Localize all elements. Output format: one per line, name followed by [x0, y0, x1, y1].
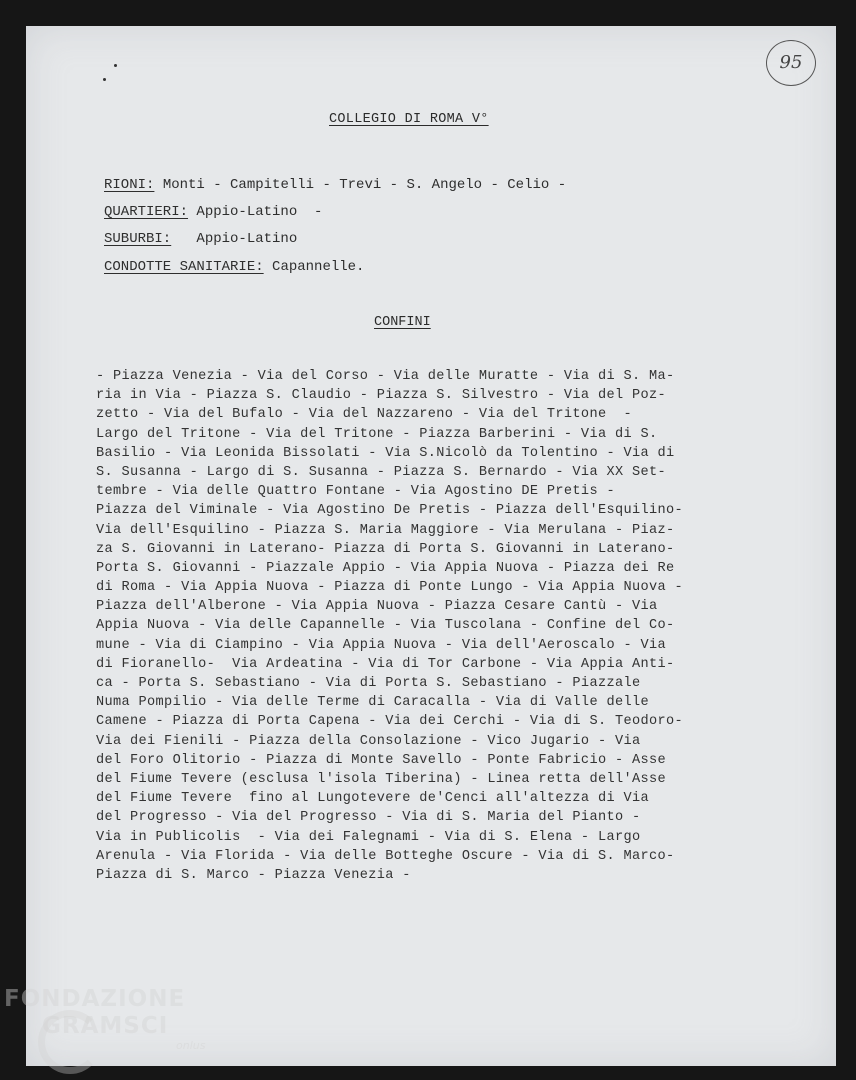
- watermark-line-2: GRAMSCI: [42, 1013, 169, 1039]
- rioni-label: RIONI:: [104, 177, 155, 193]
- quartieri-row: [104, 204, 322, 220]
- confini-line: Basilio - Via Leonida Bissolati - Via S.Nicolò da Tolentino - Via di: [96, 445, 675, 461]
- document-title: COLLEGIO DI ROMA V°: [329, 112, 489, 127]
- confini-line: del Progresso - Via del Progresso - Via di S. Maria del Pianto -: [96, 810, 641, 826]
- rioni-row: [104, 177, 566, 193]
- confini-line: Via dell'Esquilino - Piazza S. Maria Maggiore - Via Merulana - Piaz-: [96, 522, 675, 538]
- confini-line: del Foro Olitorio - Piazza di Monte Savello - Ponte Fabricio - Asse: [96, 752, 667, 768]
- watermark-logo: [4, 988, 205, 1051]
- confini-line: di Fioranello- Via Ardeatina - Via di Tor Carbone - Via Appia Anti-: [96, 656, 675, 672]
- confini-line: Camene - Piazza di Porta Capena - Via dei Cerchi - Via di S. Teodoro-: [96, 714, 684, 730]
- confini-line: Via dei Fienili - Piazza della Consolazione - Vico Jugario - Via: [96, 733, 641, 749]
- confini-line: di Roma - Via Appia Nuova - Piazza di Ponte Lungo - Via Appia Nuova -: [96, 580, 684, 596]
- page-number-stamp: 95: [766, 40, 816, 86]
- confini-text-block: [96, 367, 786, 885]
- quartieri-value: Appio-Latino -: [188, 204, 323, 220]
- confini-line: Largo del Tritone - Via del Tritone - Piazza Barberini - Via di S.: [96, 426, 658, 442]
- confini-line: Porta S. Giovanni - Piazzale Appio - Via Appia Nuova - Piazza dei Re: [96, 560, 675, 576]
- confini-line: Via in Publicolis - Via dei Falegnami - Via di S. Elena - Largo: [96, 829, 641, 845]
- confini-line: Piazza dell'Alberone - Via Appia Nuova - Piazza Cesare Cantù - Via: [96, 599, 658, 615]
- quartieri-label: QUARTIERI:: [104, 204, 189, 220]
- watermark-line-3: onlus: [176, 1039, 206, 1052]
- confini-line: Arenula - Via Florida - Via delle Botteghe Oscure - Via di S. Marco-: [96, 848, 675, 864]
- confini-line: ria in Via - Piazza S. Claudio - Piazza S. Silvestro - Via del Poz-: [96, 388, 667, 404]
- confini-line: Numa Pompilio - Via delle Terme di Caracalla - Via di Valle delle: [96, 695, 649, 711]
- condotte-value: Capannelle.: [263, 259, 365, 275]
- confini-line: tembre - Via delle Quattro Fontane - Via Agostino DE Pretis -: [96, 484, 615, 500]
- suburbi-label: SUBURBI:: [104, 231, 172, 247]
- confini-line: za S. Giovanni in Laterano- Piazza di Porta S. Giovanni in Laterano-: [96, 541, 675, 557]
- confini-line: ca - Porta S. Sebastiano - Via di Porta S. Sebastiano - Piazzale: [96, 676, 641, 691]
- confini-line: S. Susanna - Largo di S. Susanna - Piazza S. Bernardo - Via XX Set-: [96, 464, 667, 480]
- rioni-value: Monti - Campitelli - Trevi - S. Angelo - Celio -: [154, 177, 567, 193]
- confini-line: del Fiume Tevere (esclusa l'isola Tiberina) - Linea retta dell'Asse: [96, 771, 667, 787]
- ink-dot: [114, 64, 117, 67]
- confini-line: Appia Nuova - Via delle Capannelle - Via Tuscolana - Confine del Co-: [96, 618, 675, 634]
- suburbi-value: Appio-Latino: [171, 231, 298, 247]
- watermark-line-1: FONDAZIONE: [4, 986, 186, 1012]
- condotte-label: CONDOTTE SANITARIE:: [104, 259, 264, 275]
- condotte-row: [104, 259, 364, 275]
- confini-line: Piazza del Viminale - Via Agostino De Pretis - Piazza dell'Esquilino-: [96, 503, 684, 519]
- confini-line: mune - Via di Ciampino - Via Appia Nuova - Via dell'Aeroscalo - Via: [96, 637, 667, 653]
- confini-heading: CONFINI: [374, 315, 431, 330]
- confini-line: - Piazza Venezia - Via del Corso - Via delle Muratte - Via di S. Ma-: [96, 369, 675, 384]
- ink-dot: [103, 78, 106, 81]
- confini-line: zetto - Via del Bufalo - Via del Nazzareno - Via del Tritone -: [96, 407, 632, 423]
- confini-line: del Fiume Tevere fino al Lungotevere de'Cenci all'altezza di Via: [96, 791, 649, 807]
- confini-line: Piazza di S. Marco - Piazza Venezia -: [96, 867, 411, 883]
- suburbi-row: [104, 231, 297, 247]
